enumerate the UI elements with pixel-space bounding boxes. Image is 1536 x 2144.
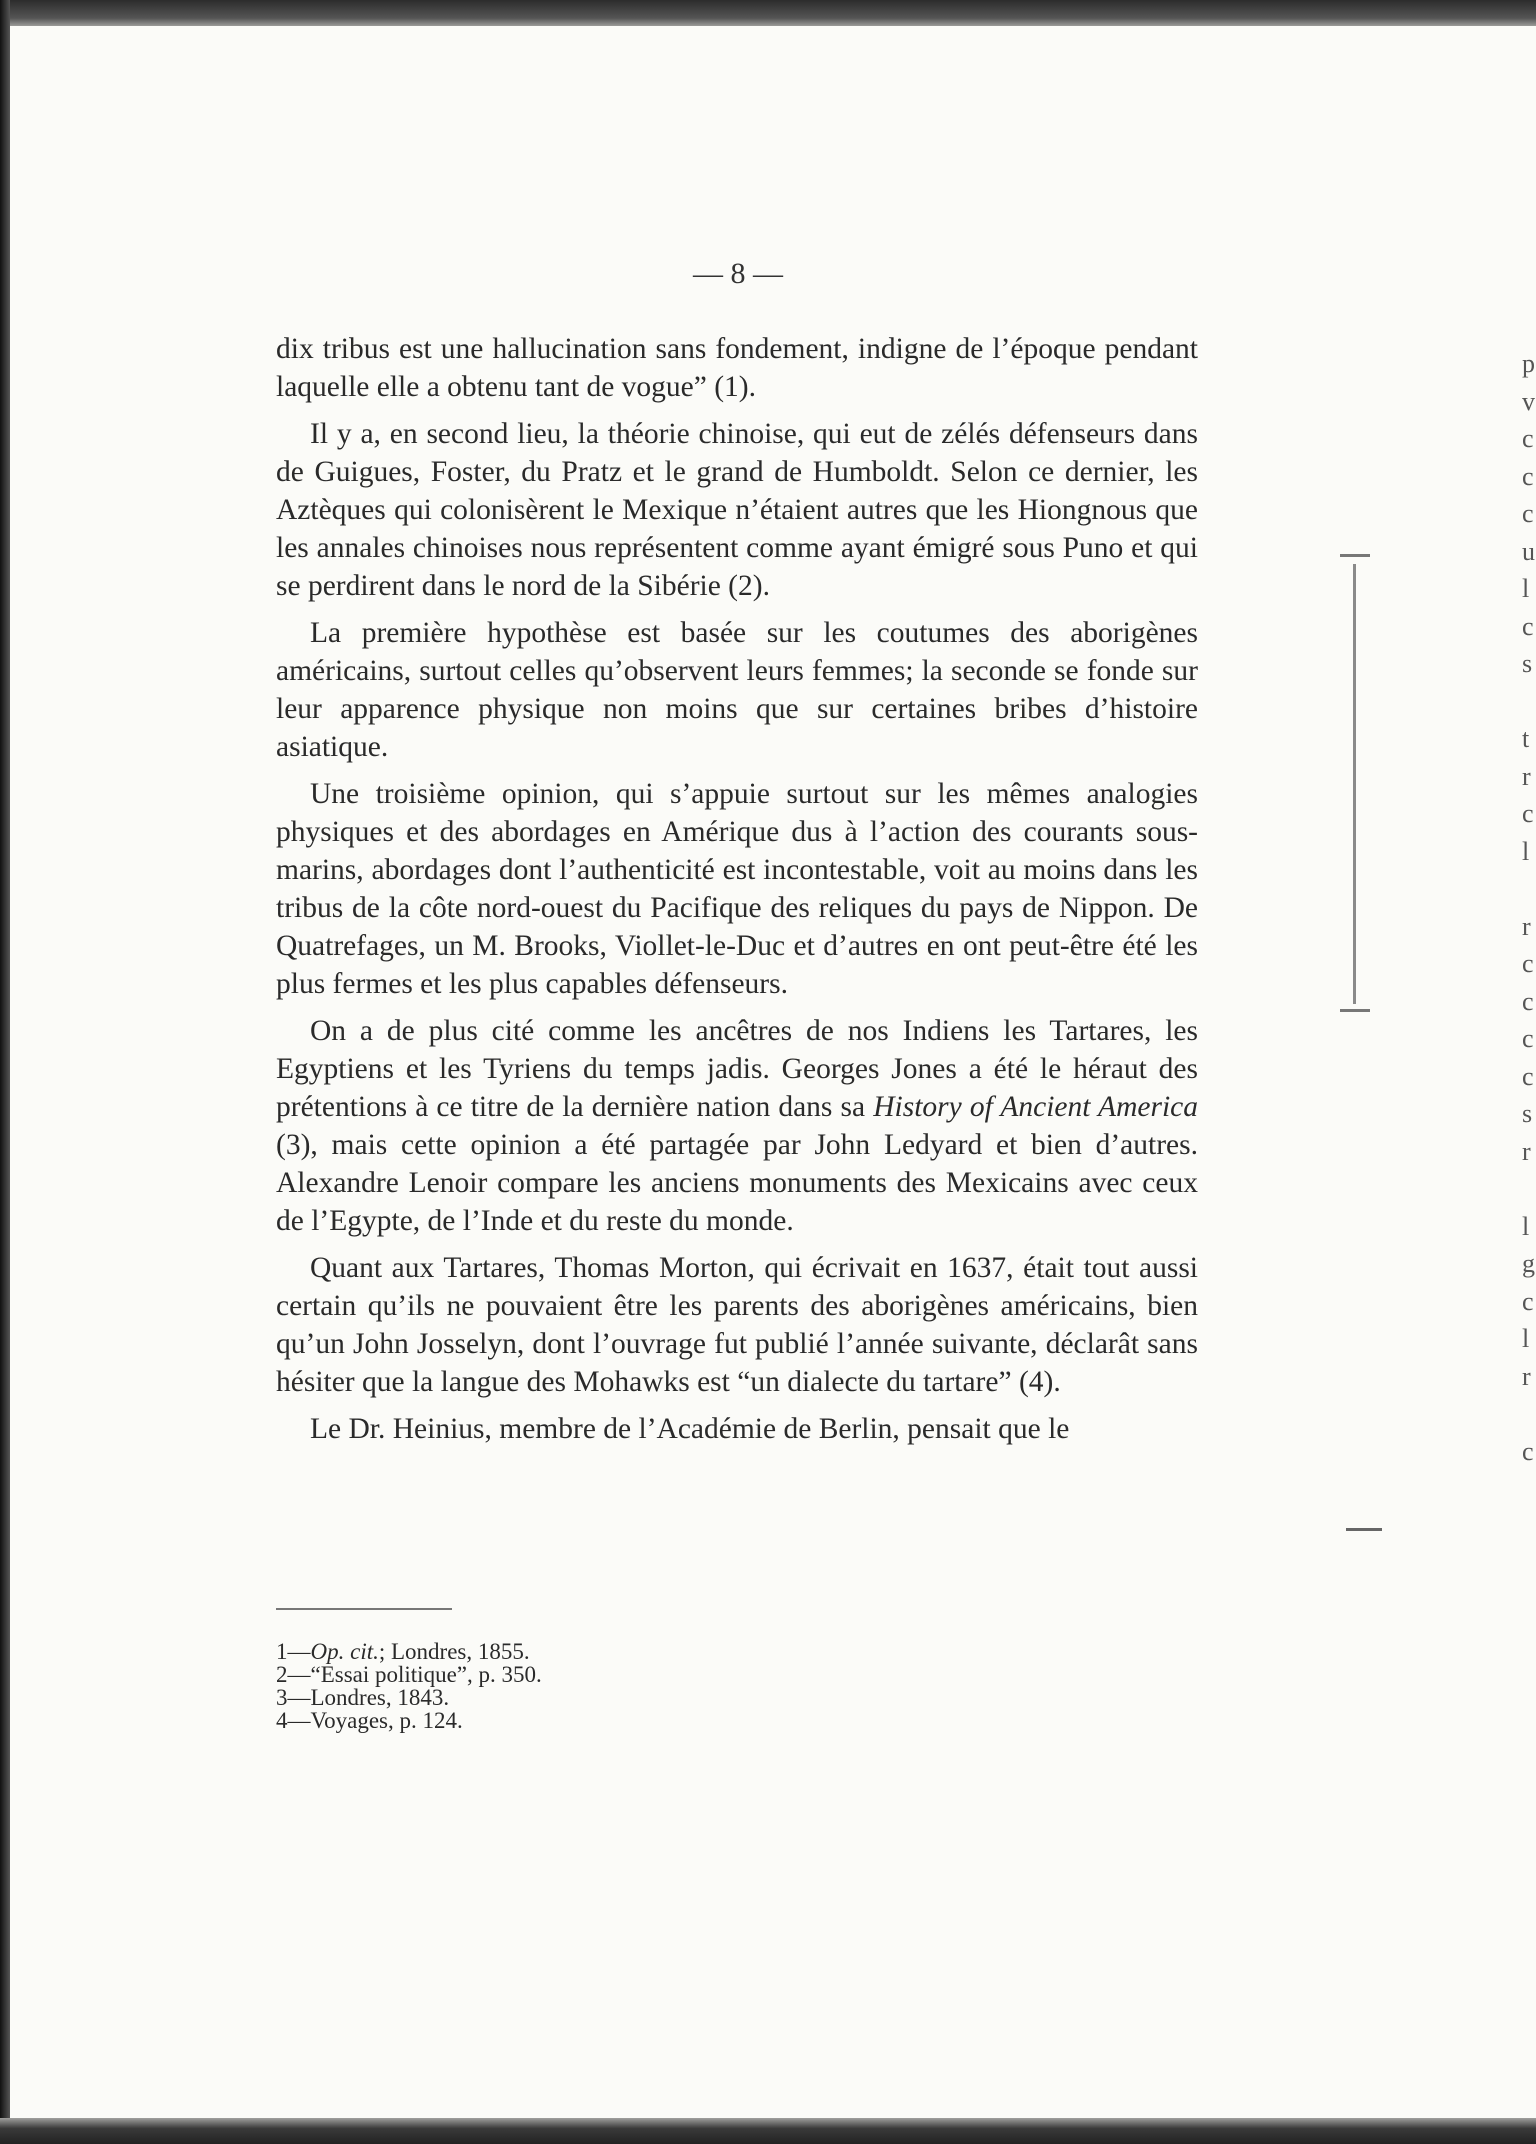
edge-letter: r [1522, 1361, 1531, 1391]
footnotes [276, 1640, 876, 1732]
edge-letter [1522, 1170, 1536, 1208]
bracket-line [1353, 564, 1356, 1004]
bracket-bottom [1340, 1009, 1370, 1012]
edge-letter: c [1522, 461, 1534, 491]
paragraph: Le Dr. Heinius, membre de l’Académie de Berlin, pensait que le [310, 1413, 1070, 1445]
edge-letter: c [1522, 986, 1534, 1016]
scan-left-edge [0, 0, 10, 2144]
footnote-rule [276, 1608, 452, 1610]
paragraph-text: On a de plus cité comme les ancêtres de nos Indiens les Tartares, les Egyptiens et les Tyriens du temps jadis. Georges Jones a été le héraut des prétentions à ce titre de la dernière nation dans sa [276, 1015, 1198, 1123]
edge-letter: c [1522, 1024, 1534, 1053]
margin-bracket-mark [1340, 544, 1370, 1024]
footnote: 4—Voyages, p. 124. [276, 1708, 463, 1733]
edge-letter: s [1522, 649, 1533, 678]
footnote [276, 1640, 876, 1663]
footnote: 3—Londres, 1843. [276, 1685, 450, 1710]
footnote: 2—“Essai politique”, p. 350. [276, 1662, 542, 1687]
facing-page-edge-letters [1522, 345, 1536, 1470]
edge-letter: t [1522, 724, 1530, 753]
edge-letter: l [1522, 574, 1530, 603]
edge-letter [1522, 870, 1536, 908]
edge-letter: s [1522, 1099, 1533, 1128]
paragraph: Il y a, en second lieu, la théorie chinoise, qui eut de zélés défenseurs dans de Guigues, Foster, du Pratz et le grand de Humboldt. Selon ce dernier, les Aztèques qui colonisèrent le Mexique n’étaient autres que les Hiongnous que les annales chinoises nous représentent comme ayant émigré sous Puno et qui se perdirent dans le nord de la Sibérie (2). [276, 418, 1198, 602]
edge-letter: r [1522, 911, 1531, 941]
edge-letter: c [1522, 799, 1534, 828]
edge-letter: c [1522, 949, 1534, 978]
bracket-top [1340, 554, 1370, 557]
edge-letter: r [1522, 1136, 1531, 1166]
edge-letter: v [1522, 386, 1535, 416]
edge-letter: c [1522, 1061, 1534, 1091]
scan-top-edge [0, 0, 1536, 26]
edge-letter: p [1522, 349, 1535, 378]
edge-letter: c [1522, 499, 1534, 528]
paragraph: La première hypothèse est basée sur les coutumes des aborigènes américains, surtout celles qu’observent leurs femmes; la seconde se fonde sur leur apparence physique non moins que sur certaines bribes d’histoire asiatique. [276, 617, 1198, 763]
footnote-italic: Op. cit. [310, 1639, 379, 1664]
edge-letter: c [1522, 424, 1534, 453]
edge-letter [1522, 1395, 1536, 1433]
edge-letter: r [1522, 761, 1531, 791]
paragraph [276, 1012, 1198, 1240]
margin-dash-mark [1346, 1528, 1382, 1531]
edge-letter: c [1522, 611, 1534, 641]
edge-letter: c [1522, 1436, 1534, 1466]
footnote-text: ; Londres, 1855. [378, 1639, 530, 1664]
body-text [276, 330, 1198, 1457]
edge-letter: l [1522, 1211, 1530, 1241]
paragraph: dix tribus est une hallucination sans fondement, indigne de l’époque pendant laquelle elle a obtenu tant de vogue” (1). [276, 333, 1198, 403]
paragraph: Une troisième opinion, qui s’appuie surtout sur les mêmes analogies physiques et des abordages en Amérique dus à l’action des courants sous-marins, abordages dont l’authenticité est incontestable, voit au moins dans les tribus de la côte nord-ouest du Pacifique des reliques du pays de Nippon. De Quatrefages, un M. Brooks, Viollet-le-Duc et d’autres en ont peut-être été les plus fermes et les plus capables défenseurs. [276, 778, 1198, 1000]
paragraph: Quant aux Tartares, Thomas Morton, qui écrivait en 1637, était tout aussi certain qu’ils ne pouvaient être les parents des aborigènes américains, bien qu’un John Josselyn, dont l’ouvrage fut publié l’année suivante, déclarât sans hésiter que la langue des Mohawks est “un dialecte du tartare” (4). [276, 1252, 1198, 1398]
edge-letter: l [1522, 1324, 1530, 1353]
paragraph-text: (3), mais cette opinion a été partagée par John Ledyard et bien d’autres. Alexandre Lenoir compare les anciens monuments des Mexicains avec ceux de l’Egypte, de l’Inde et du reste du monde. [276, 1129, 1198, 1237]
page-number: — 8 — [693, 257, 783, 290]
edge-letter: c [1522, 1286, 1534, 1316]
edge-letter [1522, 683, 1536, 721]
edge-letter: g [1522, 1249, 1535, 1278]
edge-letter: u [1522, 536, 1535, 566]
book-title: History of Ancient America [873, 1091, 1198, 1123]
edge-letter: l [1522, 836, 1530, 866]
footnote-number: 1— [276, 1639, 311, 1664]
scan-bottom-edge [0, 2118, 1536, 2144]
